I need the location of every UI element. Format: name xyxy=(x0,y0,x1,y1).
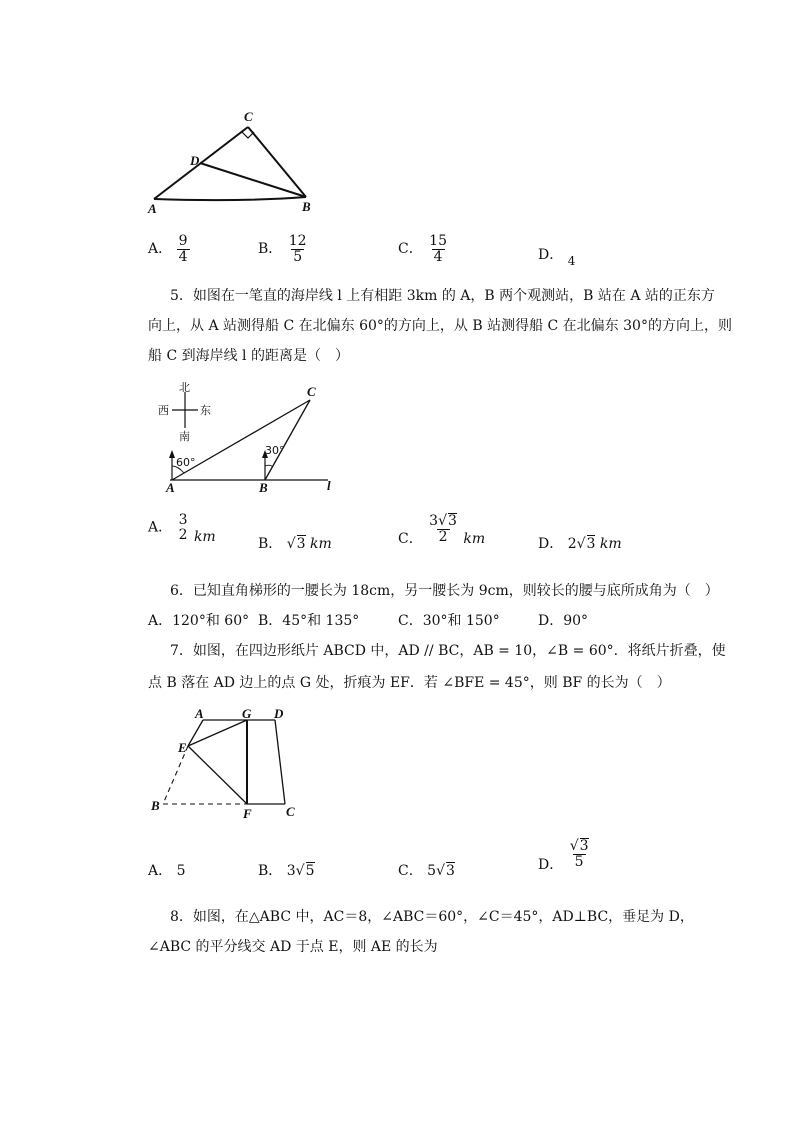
q7-option-d[interactable]: D． $\frac{√3}{5}$ xyxy=(538,838,589,873)
q5-option-d[interactable]: D． 2√3 km xyxy=(538,536,622,552)
option-letter: D． xyxy=(538,856,564,873)
point-label-b: B xyxy=(151,798,160,813)
vertex-label-c: C xyxy=(244,109,253,124)
q6-option-a[interactable]: A．120°和 60° xyxy=(148,613,250,629)
q8-line-1: 8．如图，在△ABC 中，AC＝8，∠ABC＝60°，∠C＝45°，AD⊥BC，垂足为 D， xyxy=(170,909,694,925)
point-label-c: C xyxy=(286,804,295,819)
point-label-a: A xyxy=(195,706,204,721)
q4-option-c[interactable]: C． $\frac{15}{4}$ xyxy=(398,233,447,265)
q8-line-2: ∠ABC 的平分线交 AD 于点 E，则 AE 的长为 xyxy=(148,939,438,955)
option-letter: C． xyxy=(398,863,423,879)
q5-line-3: 船 C 到海岸线 l 的距离是（ ） xyxy=(148,348,349,364)
option-letter: A． xyxy=(148,863,173,879)
q7-option-c[interactable]: C． 5√3 xyxy=(398,863,455,879)
q7-line-2: 点 B 落在 AD 边上的点 G 处，折痕为 EF．若 ∠BFE = 45°，则 BF 的长为（ ） xyxy=(148,675,671,691)
point-label-b: B xyxy=(259,480,268,495)
q5-line-2: 向上，从 A 站测得船 C 在北偏东 60°的方向上，从 B 站测得船 C 在北偏东 30°的方向上，则 xyxy=(148,318,732,334)
angle-30-label: 30° xyxy=(265,444,285,457)
point-label-e: E xyxy=(178,740,187,755)
q6-option-c[interactable]: C．30°和 150° xyxy=(398,613,500,629)
option-letter: B． xyxy=(258,536,283,552)
option-letter: B． xyxy=(258,863,283,879)
option-letter: D． xyxy=(538,247,564,263)
option-letter: C． xyxy=(398,241,423,258)
figure-right-triangle xyxy=(140,105,330,215)
point-label-c: C xyxy=(307,384,316,399)
angle-60-label: 60° xyxy=(176,456,196,469)
option-letter: C． xyxy=(398,530,423,547)
vertex-label-b: B xyxy=(302,199,311,214)
q4-option-a[interactable]: A． $\frac{9}{4}$ xyxy=(148,233,188,265)
q6-question: 6．已知直角梯形的一腰长为 18cm，另一腰长为 9cm，则较长的腰与底所成角为（ ） xyxy=(170,583,719,599)
point-label-g: G xyxy=(242,706,252,721)
compass-south: 南 xyxy=(179,430,190,443)
q4-option-b[interactable]: B． $\frac{12}{5}$ xyxy=(258,233,307,265)
point-label-a: A xyxy=(166,480,175,495)
q5-option-c[interactable]: C． $\frac{3√3}{2}$ km xyxy=(398,513,486,547)
q5-line-1: 5．如图在一笔直的海岸线 l 上有相距 3km 的 A，B 两个观测站，B 站在 A 站的正东方 xyxy=(170,288,715,304)
option-letter: D． xyxy=(538,536,564,552)
figure-folded-trapezoid xyxy=(145,706,315,824)
q7-option-b[interactable]: B． 3√5 xyxy=(258,863,315,879)
q7-option-a[interactable]: A． 5 xyxy=(148,863,186,879)
q5-option-a[interactable]: A． 3 2 km xyxy=(148,512,216,545)
q6-option-b[interactable]: B．45°和 135° xyxy=(258,613,360,629)
figure-coastline xyxy=(150,378,350,496)
q4-option-d[interactable]: D． 4 xyxy=(538,247,576,268)
compass-west: 西 xyxy=(158,404,169,417)
option-letter: B． xyxy=(258,241,283,258)
q6-option-d[interactable]: D．90° xyxy=(538,613,589,629)
point-label-f: F xyxy=(243,806,252,821)
option-letter: A． xyxy=(148,241,173,258)
option-letter: A． xyxy=(148,519,173,536)
q7-line-1: 7．如图，在四边形纸片 ABCD 中，AD // BC，AB = 10，∠B = 60°．将纸片折叠，使 xyxy=(170,643,726,659)
vertex-label-d: D xyxy=(190,153,200,168)
line-label-l: l xyxy=(327,478,331,493)
q5-option-b[interactable]: B． √3 km xyxy=(258,536,332,552)
compass-north: 北 xyxy=(179,381,190,394)
point-label-d: D xyxy=(274,706,284,721)
compass-east: 东 xyxy=(200,404,211,417)
vertex-label-a: A xyxy=(148,201,157,215)
